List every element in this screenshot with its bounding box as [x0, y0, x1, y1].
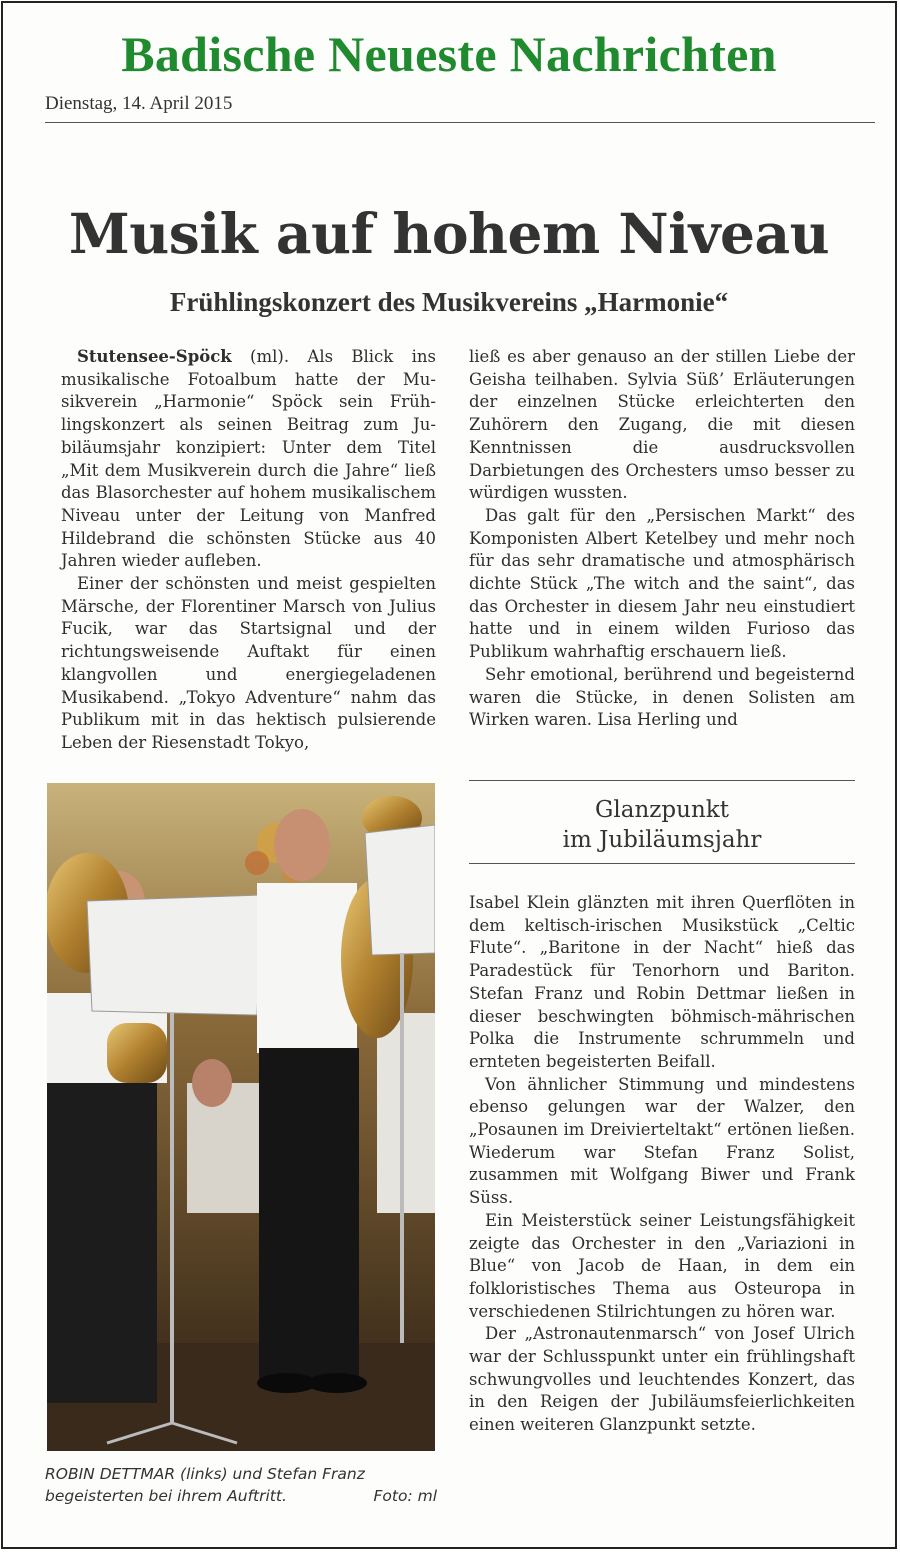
- intertitle-rule-bottom: [469, 863, 855, 864]
- intertitle-line: Glanzpunkt: [595, 797, 729, 823]
- article-column-right-bottom: [469, 892, 855, 1437]
- article-column-left: [61, 346, 436, 755]
- caption-line: begeisterten bei ihrem Auftritt. Foto: ml: [45, 1487, 437, 1505]
- photo-credit: Foto: ml: [373, 1487, 437, 1505]
- newspaper-clipping: [1, 1, 897, 1549]
- article-paragraph: Isabel Klein glänzten mit ihren Querflöten in dem keltisch-irischen Musikstück „Celtic Flute“. „Baritone in der Nacht“ hieß das Paradestück für Tenorhorn und Bariton. Stefan Franz und Robin Dettmar ließen in dieser beschwingten böhmisch-mährischen Polka die Instrumente schrummeln und ernteten begeisterten Beifall.: [469, 893, 855, 1071]
- article-paragraph: Sehr emotional, berührend und begeisternd waren die Stücke, in denen Solisten am Wirken waren. Lisa Herling und: [469, 664, 855, 730]
- article-paragraph: Ein Meisterstück seiner Leistungsfähigkeit zeigte das Orchester in den „Variazioni in Blue“ von Jacob de Haan, in dem ein folkloristisches Thema aus Osteuropa in verschiedenen Stilrichtungen zu hören war.: [469, 1210, 855, 1321]
- article-paragraph: ließ es aber genauso an der stillen Liebe der Geisha teilhaben. Sylvia Süß’ Erläuterungen der einzelnen Stücke erleichterten den Zuhörern den Zugang, die mit diesen Kenntnissen die ausdrucksvollen Darbietungen des Orchesters umso besser zu würdigen wussten.: [469, 347, 855, 503]
- article-headline: Musik auf hohem Niveau: [68, 201, 830, 266]
- masthead-divider: [45, 122, 875, 123]
- article-column-right-top: [469, 346, 855, 732]
- intertitle-rule-top: [469, 780, 855, 781]
- concert-photo: [47, 783, 435, 1451]
- intertitle: [469, 795, 855, 855]
- article-paragraph: Einer der schönsten und meist gespielten Märsche, der Florentiner Marsch von Julius Fucik, war das Startsignal und der richtungsweisende Auftakt für einen klangvollen und energiegeladenen Musikabend. „Tokyo Adventure“ nahm das Publikum mit in das hektisch pulsierende Leben der Riesenstadt Tokyo,: [61, 574, 436, 752]
- publication-date: Dienstag, 14. April 2015: [45, 93, 233, 114]
- photo-caption: [45, 1463, 437, 1507]
- article-paragraph: Der „Astronautenmarsch“ von Josef Ulrich war der Schlusspunkt unter ein frühlingshaft schwungvolles und leuchtendes Konzert, das in den Reigen der Jubiläumsfeierlichkeiten einen weiteren Glanzpunkt setzte.: [469, 1324, 855, 1435]
- article-subheadline: Frühlingskonzert des Musikvereins „Harmonie“: [169, 287, 729, 317]
- article-paragraph: Stutensee-Spöck (ml). Als Blick ins musikalische Fotoalbum hatte der Musikverein „Harmonie“ Spöck sein Frühlingskonzert als seinen Beitrag zum Jubiläumsjahr konzipiert: Unter dem Titel „Mit dem Musikverein durch die Jahre“ ließ das Blasorchester auf hohem musikalischem Niveau unter der Leitung von Manfred Hildebrand die schönsten Stücke aus 40 Jahren wieder aufleben.: [61, 347, 436, 571]
- article-location: Stutensee-Spöck: [77, 347, 232, 366]
- article-paragraph: Das galt für den „Persischen Markt“ des Komponisten Albert Ketelbey und mehr noch für das sehr dramatische und atmosphärisch dichte Stück „The witch and the saint“, das das Orchester in diesem Jahr neu einstudiert hatte und in einem wilden Furioso das Publikum wahrhaftig erschauern ließ.: [469, 505, 855, 662]
- newspaper-masthead: Badische Neueste Nachrichten: [121, 26, 777, 82]
- article-paragraph: Von ähnlicher Stimmung und mindestens ebenso gelungen war der Walzer, den „Posaunen im Dreivierteltakt“ ertönen ließen. Wiederum war Stefan Franz Solist, zusammen mit Wolfgang Biwer und Frank Süss.: [469, 1074, 855, 1208]
- intertitle-line: im Jubiläumsjahr: [562, 827, 762, 853]
- caption-line: ROBIN DETTMAR (links) und Stefan Franz: [45, 1465, 365, 1483]
